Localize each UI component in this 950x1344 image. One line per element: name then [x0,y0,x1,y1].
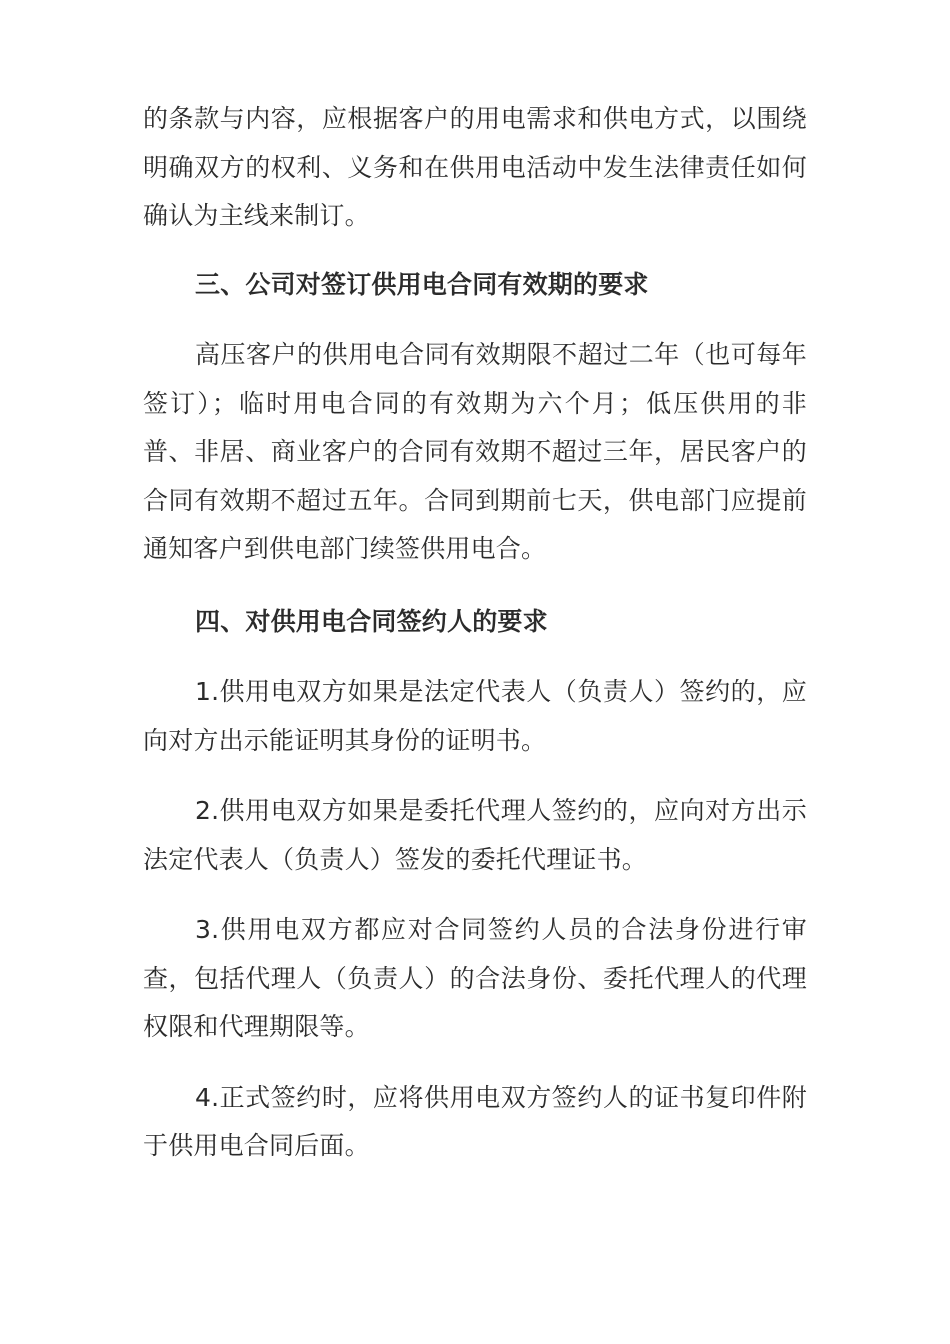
list-item: 1.供用电双方如果是法定代表人（负责人）签约的，应向对方出示能证明其身份的证明书。 [143,677,807,755]
section-3-heading: 三、公司对签订供用电合同有效期的要求 [195,269,649,299]
list-item: 2.供用电双方如果是委托代理人签约的，应向对方出示法定代表人（负责人）签发的委托代理证书。 [143,796,807,874]
section-4-heading: 四、对供用电合同签约人的要求 [195,606,548,636]
intro-paragraph: 的条款与内容，应根据客户的用电需求和供电方式，以围绕明确双方的权利、义务和在供用电活动中发生法律责任如何确认为主线来制订。 [143,104,807,230]
document-body [143,95,807,1171]
list-item: 4.正式签约时，应将供用电双方签约人的证书复印件附于供用电合同后面。 [143,1082,807,1160]
section-3-paragraph: 高压客户的供用电合同有效期限不超过二年（也可每年签订）；临时用电合同的有效期为六个月；低压供用的非普、非居、商业客户的合同有效期不超过三年，居民客户的合同有效期不超过五年。合同到期前七天，供电部门应提前通知客户到供电部门续签供用电合。 [143,340,807,563]
list-item: 3.供用电双方都应对合同签约人员的合法身份进行审查，包括代理人（负责人）的合法身份、委托代理人的代理权限和代理期限等。 [143,915,807,1041]
